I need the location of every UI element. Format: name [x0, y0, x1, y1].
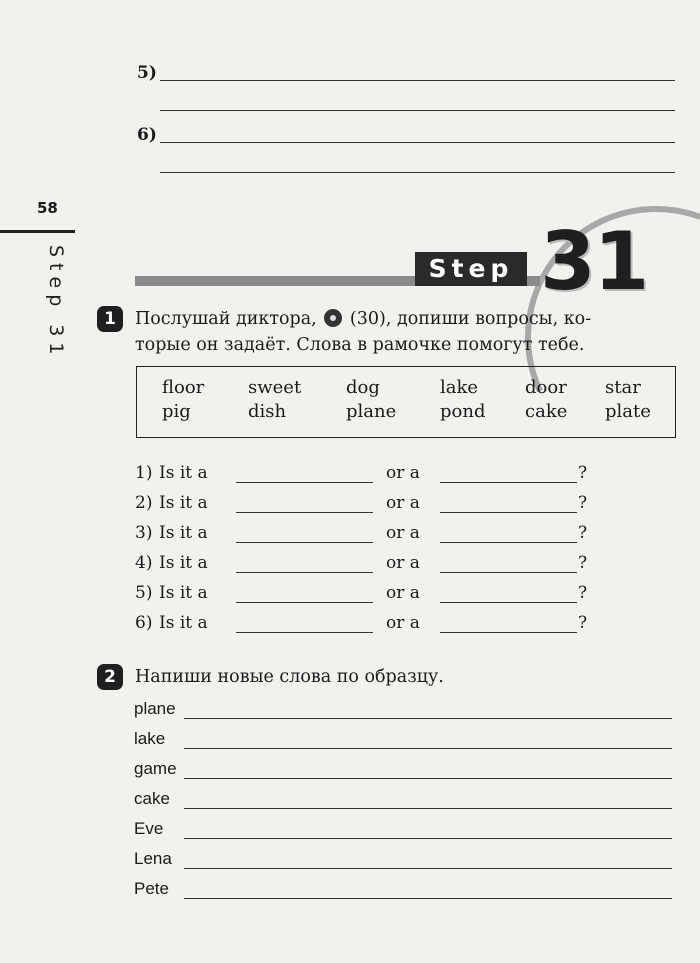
- blank-line[interactable]: [440, 632, 577, 633]
- writing-line[interactable]: [184, 778, 672, 779]
- answer-line[interactable]: [160, 142, 675, 143]
- exercise-1-instruction-line-1: Послушай диктора, (30), допиши вопросы, ко-: [135, 309, 592, 329]
- question-text: Is it a: [159, 523, 208, 543]
- answer-line[interactable]: [160, 110, 675, 111]
- exercise-1-instruction-line-2: торые он задаёт. Слова в рамочке помогут тебе.: [135, 335, 585, 355]
- writing-line[interactable]: [184, 868, 672, 869]
- margin-step-label: Step 31: [45, 245, 67, 361]
- blank-line[interactable]: [236, 512, 373, 513]
- writing-line[interactable]: [184, 808, 672, 809]
- box-word: pond: [440, 401, 486, 422]
- blank-line[interactable]: [236, 482, 373, 483]
- question-text: or a: [386, 583, 420, 603]
- item-number-6: 6): [137, 125, 157, 145]
- question-number: 6): [135, 613, 153, 633]
- word-box: [136, 366, 676, 438]
- exercise-2-instruction: Напиши новые слова по образцу.: [135, 667, 444, 687]
- box-word: door: [525, 377, 567, 398]
- box-word: sweet: [248, 377, 302, 398]
- item-number-5: 5): [137, 63, 157, 83]
- question-text: or a: [386, 493, 420, 513]
- question-text: Is it a: [159, 553, 208, 573]
- blank-line[interactable]: [236, 572, 373, 573]
- box-word: lake: [440, 377, 479, 398]
- blank-line[interactable]: [440, 542, 577, 543]
- question-mark: ?: [578, 523, 588, 543]
- writing-line[interactable]: [184, 718, 672, 719]
- blank-line[interactable]: [440, 572, 577, 573]
- blank-line[interactable]: [236, 542, 373, 543]
- page-number: 58: [37, 199, 58, 217]
- question-text: or a: [386, 523, 420, 543]
- blank-line[interactable]: [236, 602, 373, 603]
- question-number: 2): [135, 493, 153, 513]
- answer-line[interactable]: [160, 172, 675, 173]
- question-number: 3): [135, 523, 153, 543]
- question-mark: ?: [578, 463, 588, 483]
- box-word: star: [605, 377, 641, 398]
- box-word: cake: [525, 401, 568, 422]
- question-text: Is it a: [159, 463, 208, 483]
- answer-line[interactable]: [160, 80, 675, 81]
- box-word: plane: [346, 401, 397, 422]
- sample-word: cake: [134, 789, 170, 808]
- exercise-2-badge: 2: [97, 664, 123, 690]
- question-mark: ?: [578, 613, 588, 633]
- exercise-1-badge: 1: [97, 306, 123, 332]
- step-label: Step: [415, 252, 527, 286]
- sample-word: Lena: [134, 849, 172, 868]
- box-word: dish: [248, 401, 287, 422]
- question-mark: ?: [578, 583, 588, 603]
- sample-word: Eve: [134, 819, 164, 838]
- question-number: 5): [135, 583, 153, 603]
- question-text: Is it a: [159, 583, 208, 603]
- blank-line[interactable]: [440, 482, 577, 483]
- writing-line[interactable]: [184, 748, 672, 749]
- writing-line[interactable]: [184, 898, 672, 899]
- sample-word: plane: [134, 699, 176, 718]
- blank-line[interactable]: [440, 602, 577, 603]
- question-text: Is it a: [159, 493, 208, 513]
- question-text: or a: [386, 613, 420, 633]
- question-text: or a: [386, 463, 420, 483]
- blank-line[interactable]: [236, 632, 373, 633]
- question-mark: ?: [578, 553, 588, 573]
- sample-word: Pete: [134, 879, 169, 898]
- question-text: or a: [386, 553, 420, 573]
- box-word: floor: [162, 377, 205, 398]
- box-word: plate: [605, 401, 651, 422]
- blank-line[interactable]: [440, 512, 577, 513]
- question-number: 4): [135, 553, 153, 573]
- question-mark: ?: [578, 493, 588, 513]
- step-number: 31: [540, 215, 648, 308]
- question-number: 1): [135, 463, 153, 483]
- question-text: Is it a: [159, 613, 208, 633]
- cd-audio-icon: [324, 309, 342, 327]
- box-word: pig: [162, 401, 191, 422]
- sample-word: lake: [134, 729, 166, 748]
- writing-line[interactable]: [184, 838, 672, 839]
- box-word: dog: [346, 377, 380, 398]
- sample-word: game: [134, 759, 177, 778]
- margin-rule: [0, 230, 75, 233]
